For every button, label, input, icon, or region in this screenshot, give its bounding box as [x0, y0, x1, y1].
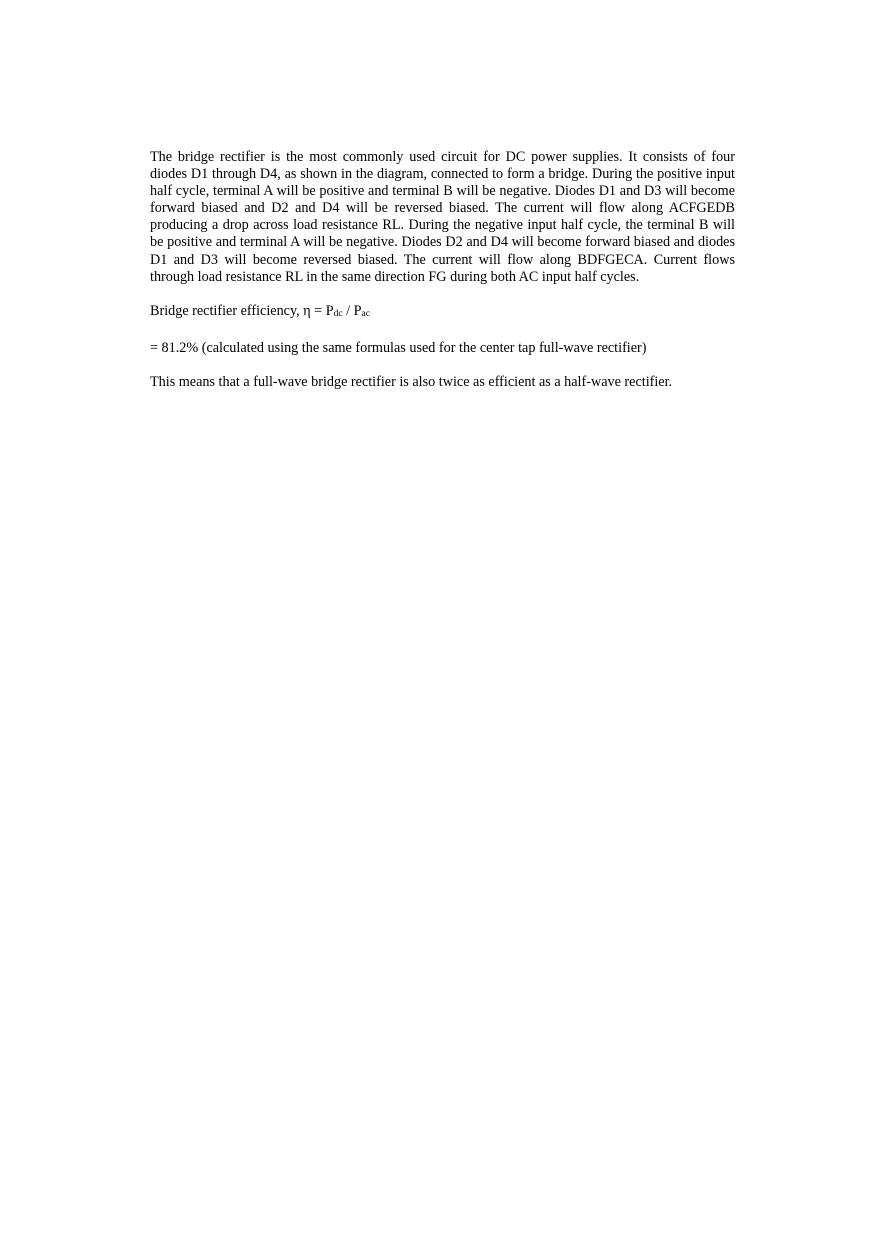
subscript-ac: ac: [361, 308, 370, 319]
subscript-dc: dc: [333, 308, 343, 319]
paragraph-conclusion: This means that a full-wave bridge rectifier is also twice as efficient as a half-wave rectifier.: [150, 373, 673, 390]
efficiency-formula-separator: / P: [342, 302, 362, 319]
paragraph-bridge-rectifier-description: The bridge rectifier is the most commonly used circuit for DC power supplies. It consists of four diodes D1 through D4, as shown in the diagram, connected to form a bridge. During the positive input half cycle, terminal A will be positive and terminal B will be negative. Diodes D1 and D3 will become forward biased and D2 and D4 will be reversed biased. The current will flow along ACFGEDB producing a drop across load resistance RL. During the negative input half cycle, the terminal B will be positive and terminal A will be negative. Diodes D2 and D4 will become forward biased and diodes D1 and D3 will become reversed biased. The current will flow along BDFGECA. Current flows through load resistance RL in the same direction FG during both AC input half cycles.: [150, 149, 735, 285]
paragraph-spacer: [150, 323, 735, 340]
paragraph-spacer: [150, 286, 735, 303]
paragraph-efficiency-value: = 81.2% (calculated using the same formulas used for the center tap full-wave rectifier): [150, 339, 647, 356]
paragraph-spacer: [150, 357, 735, 374]
paragraph-efficiency-formula: [150, 303, 735, 323]
document-body: [150, 149, 735, 391]
efficiency-formula-prefix: Bridge rectifier efficiency, η = P: [150, 302, 334, 319]
